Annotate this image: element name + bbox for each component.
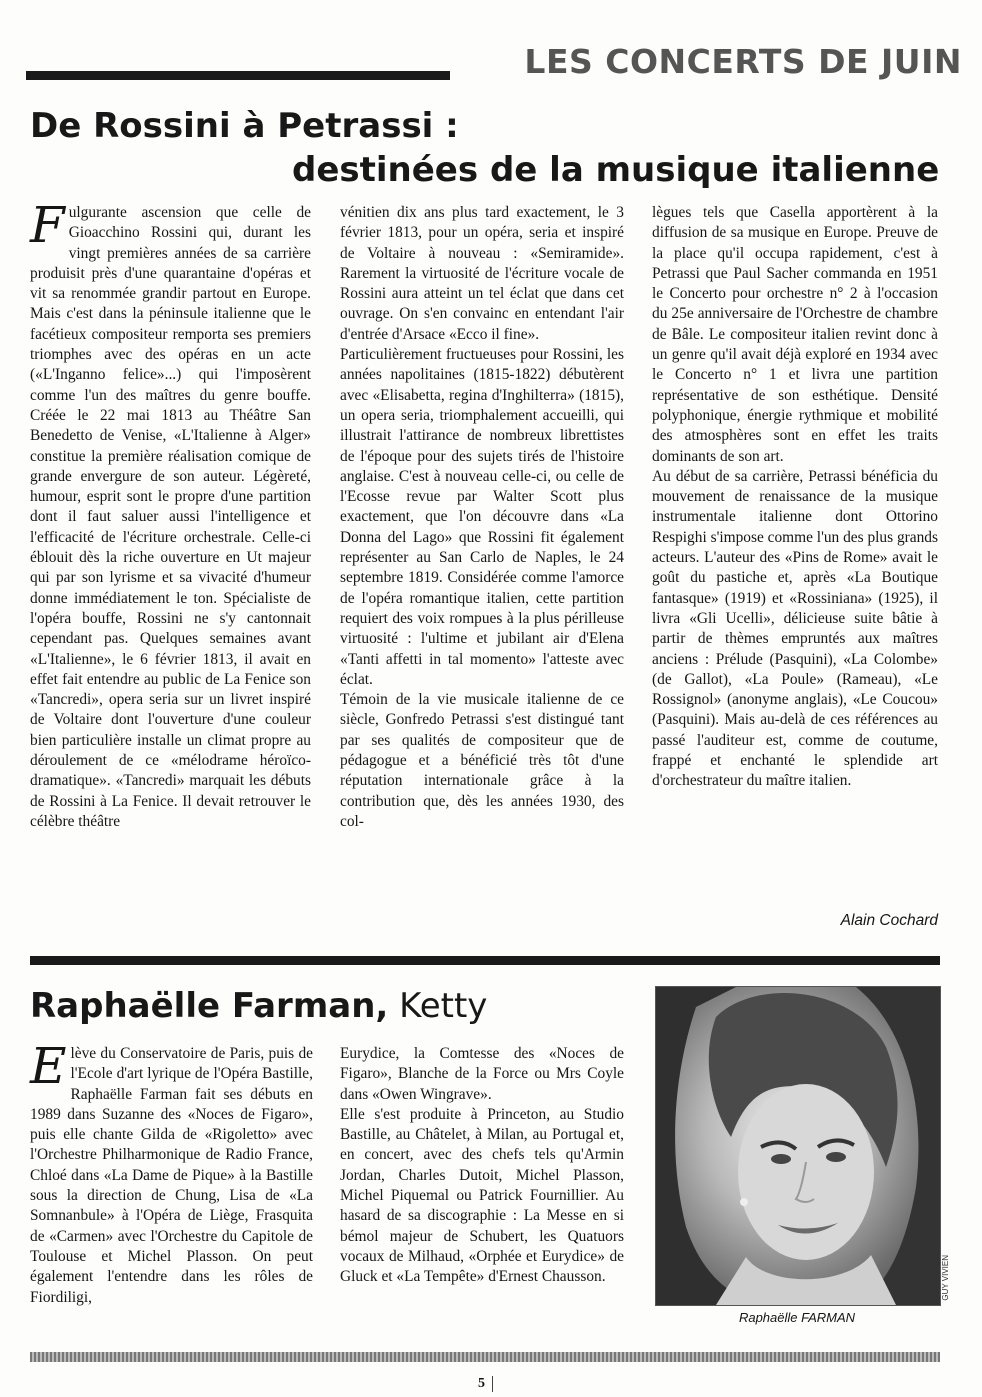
- article-title-line-2: destinées de la musique italienne: [292, 150, 940, 190]
- article2-title-role: Ketty: [388, 986, 488, 1026]
- article1-signature: Alain Cochard: [840, 912, 938, 929]
- article1-column-2: [340, 203, 624, 832]
- article2-column-1: [30, 1037, 313, 1308]
- article1-column-3: [652, 203, 938, 792]
- article2-title-name: Raphaëlle Farman,: [30, 986, 389, 1026]
- article1-col2-paragraph-3: Témoin de la vie musicale italienne de ce siècle, Gonfredo Petrassi s'est distingué tant par ses qualités de compositeur que de pédagogue et a bénéficié très tôt d'une réputation internationale grâce à la contribution que, dès les années 1930, des col-: [340, 691, 624, 830]
- article1-column-1: [30, 196, 311, 832]
- article1-col1-text: ulgurante ascension que celle de Gioacchino Rossini qui, durant les vingt premières années de sa carrière produisit près d'une quarantaine d'opéras et vit sa renommée grandir partout en Europe. Mais c'est dans la péninsule italienne que le facétieux compositeur remporta ses premiers triomphes avec des opéras en un acte («L'Inganno felice»...) qui l'imposèrent comme l'un des maîtres du genre bouffe. Créée le 22 mai 1813 au Théâtre San Benedetto de Venise, «L'Italienne à Alger» constitue la première réalisation comique de grande envergure de son auteur. Légèreté, humour, esprit sont le propre d'une partition dont il faut saluer aussi l'intelligence et l'efficacité de l'écriture orchestrale. Celle-ci éblouit dès la riche ouverture en Ut majeur qui par son lyrisme et sa vivacité d'humeur donne immédiatement le ton. Spécialiste de l'opéra bouffe, Rossini ne s'y cantonnait cependant pas. Quelques semaines avant «L'Italienne», le 6 février 1813, il avait en effet fait entendre au public de La Fenice son «Tancredi», opera seria sur un livret inspiré de Voltaire dont l'ouverture d'une couleur bien particulière installe un climat propre au déroulement de ce «mélodrame héroïco-dramatique». «Tancredi» marquait les débuts de Rossini à La Fenice. Il devait retrouver le célèbre théâtre: [30, 204, 311, 830]
- photo-caption: Raphaëlle FARMAN: [738, 1310, 856, 1325]
- article1-col3-paragraph-1: lègues tels que Casella apportèrent à la diffusion de sa musique en Europe. Preuve de la place qu'il occupa rapidement, c'est à Petrassi que Paul Sacher commanda en 1951 le Concerto pour orchestre n° 2 à l'occasion du 25e anniversaire de l'Orchestre de chambre de Bâle. Le compositeur italien revint donc à un genre qu'il avait déjà exploré en 1934 avec le Concerto n° 1 et livra une partition représentative de son esthétique. Densité polyphonique, énergie rythmique et mobilité des atmosphères sont en effet les traits dominants de son art.: [652, 204, 938, 465]
- portrait-photo: [655, 986, 941, 1306]
- header-rule: [26, 71, 450, 80]
- article2-col1-text: lève du Conservatoire de Paris, puis de l'Ecole d'art lyrique de l'Opéra Bastille, Raphaëlle Farman fait ses débuts en 1989 dans Suzanne des «Noces de Figaro», puis elle chante Gilda de «Rigoletto» avec l'Orchestre Philharmonique de Radio France, Chloé dans «La Dame de Pique» à la Bastille sous la direction de Chung, Lisa de «La Somnanbule» à l'Opéra de Liège, Frasquita de «Carmen» avec l'Orchestre du Capitole de Toulouse et Michel Plasson. On peut également l'entendre dans les rôles de Fiordiligi,: [30, 1045, 313, 1306]
- page-number-tick: [492, 1376, 493, 1392]
- photo-credit: GUY VIVIEN: [941, 1255, 950, 1301]
- article1-col2-paragraph-1: vénitien dix ans plus tard exactement, le 3 février 1813, pour un opéra, seria et inspiré de Voltaire à nouveau : «Semiramide». Rarement la virtuosité de l'écriture vocale de Rossini aura atteint un tel éclat que dans cet ouvrage. On s'en convainc en entendant l'air d'entrée d'Arsace «Ecco il fine».: [340, 204, 624, 343]
- section-heading: LES CONCERTS DE JUIN: [524, 42, 962, 81]
- article-title-line-1: De Rossini à Petrassi :: [30, 106, 459, 146]
- article1-col2-paragraph-2: Particulièrement fructueuses pour Rossini, les années napolitaines (1815-1822) débutèrent avec «Elisabetta, regina d'Inghilterra» (1815), un opera seria, triomphalement accueilli, qui illustrait l'attirance de nombreux librettistes de l'époque pour des sujets tirés de l'histoire anglaise. C'est à nouveau celle-ci, ou celle de l'Ecosse revue par Walter Scott plus exactement, que l'on découvre dans «La Donna del Lago» que Rossini fit également représenter au San Carlo de Naples, le 24 septembre 1819. Considérée comme l'amorce de l'opéra romantique italien, cette partition requiert des voix rompues à la plus périlleuse virtuosité : l'ultime et jubilant air d'Elena «Tanti affetti in tal momento» l'atteste avec éclat.: [340, 346, 624, 688]
- page-number: 5: [478, 1376, 485, 1391]
- drop-cap: F: [30, 196, 65, 254]
- footer-rule: [30, 1352, 940, 1362]
- article2-title: [30, 984, 487, 1028]
- section-divider: [30, 956, 940, 965]
- article2-col2-paragraph-2: Elle s'est produite à Princeton, au Studio Bastille, au Châtelet, à Milan, au Portugal et, en concert, avec des chefs tels qu'Armin Jordan, Charles Dutoit, Michel Plasson, Michel Piquemal ou Patrick Fournillier. Au hasard de sa discographie : La Messe en si bémol majeur de Schubert, les Quatuors vocaux de Milhaud, «Orphée et Eurydice» de Gluck et «La Tempête» d'Ernest Chausson.: [340, 1105, 624, 1286]
- drop-cap: E: [30, 1037, 67, 1095]
- article1-col3-paragraph-2: Au début de sa carrière, Petrassi bénéficia du mouvement de renaissance de la musique instrumentale italienne dont Ottorino Respighi s'impose comme l'un des plus grands acteurs. L'auteur des «Pins de Rome» avait le goût du pastiche et, après «La Boutique fantasque» (1919) et «Rossiniana» (1925), il livra «Gli Ucelli», délicieuse suite bâtie à partir de thèmes empruntés aux maîtres anciens : Prélude (Pasquini), «La Colombe» (de Gallot), «La Poule» (Rameau), «Le Rossignol» (anonyme anglais), «Le Coucou» (Pasquini). Mais au-delà de ces références au passé l'auditeur est, comme de coutume, frappé et enchanté le splendide art d'orchestrateur du maître italien.: [652, 467, 938, 790]
- article2-col2-paragraph-1: Eurydice, la Comtesse des «Noces de Figaro», Blanche de la Force ou Mrs Coyle dans «Owen Wingrave».: [340, 1045, 624, 1103]
- portrait-illustration: [656, 987, 940, 1305]
- article2-column-2: [340, 1044, 624, 1288]
